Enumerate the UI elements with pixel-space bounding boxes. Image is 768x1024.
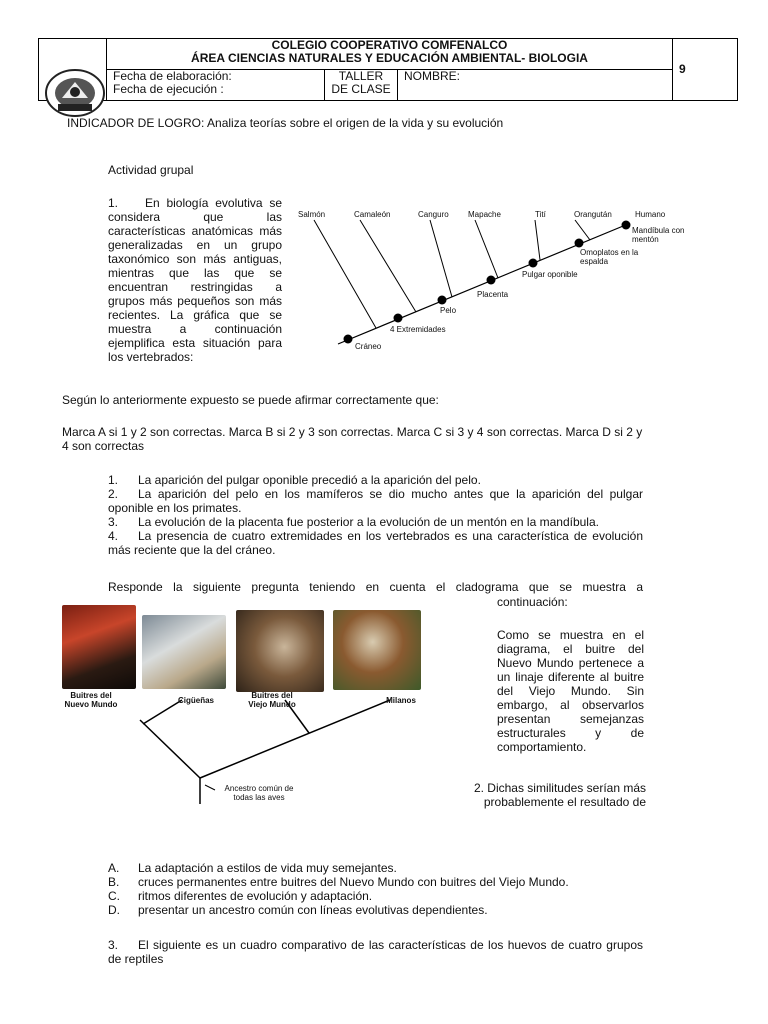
taxon-titi: Tití bbox=[535, 210, 546, 219]
statement-4 bbox=[108, 529, 643, 557]
branch-titi bbox=[535, 220, 540, 260]
node-pelo bbox=[438, 296, 447, 305]
vertebrate-cladogram bbox=[290, 200, 710, 360]
statement-2-number: 2. bbox=[108, 487, 119, 501]
option-a-text: La adaptación a estilos de vida muy semejantes. bbox=[138, 861, 397, 875]
q3-text: El siguiente es un cuadro comparativo de las características de los huevos de cuatro grupos de reptiles bbox=[108, 938, 643, 966]
option-d-letter: D. bbox=[108, 903, 120, 917]
branch-camaleon bbox=[360, 220, 416, 312]
option-d-text: presentar un ancestro común con líneas evolutivas dependientes. bbox=[138, 903, 488, 917]
option-c-letter: C. bbox=[108, 889, 120, 903]
statement-2-text: La aparición del pelo en los mamíferos se dio mucho antes que la aparición del pulgar oponible en los primates. bbox=[108, 487, 643, 515]
new-world-vulture-image bbox=[62, 605, 136, 689]
option-a bbox=[108, 861, 668, 875]
header-table bbox=[38, 38, 738, 101]
q3-number: 3. bbox=[108, 938, 119, 952]
node-pulgar bbox=[529, 259, 538, 268]
branch-orangutan bbox=[575, 220, 590, 240]
nombre-label: NOMBRE: bbox=[404, 69, 461, 83]
taxon-canguro: Canguro bbox=[418, 210, 449, 219]
statement-3-text: La evolución de la placenta fue posterior a la evolución de un mentón en la mandíbula. bbox=[138, 515, 599, 529]
actividad-label: Actividad grupal bbox=[108, 163, 194, 177]
old-world-vulture-image bbox=[236, 610, 324, 692]
responde-text-a: Responde la siguiente pregunta teniendo en cuenta el cladograma que se muestra a bbox=[108, 580, 643, 594]
option-c bbox=[108, 889, 668, 903]
statement-3 bbox=[108, 515, 643, 529]
option-b bbox=[108, 875, 668, 889]
trait-menton: Mandíbula con mentón bbox=[632, 226, 685, 244]
school-logo bbox=[44, 68, 106, 118]
option-b-text: cruces permanentes entre buitres del Nuevo Mundo con buitres del Viejo Mundo. bbox=[138, 875, 569, 889]
taxon-orangutan: Orangután bbox=[574, 210, 612, 219]
stork-image bbox=[142, 615, 226, 689]
node-craneo bbox=[344, 335, 353, 344]
taxon-mapache: Mapache bbox=[468, 210, 501, 219]
statement-3-number: 3. bbox=[108, 515, 119, 529]
label-kites: Milanos bbox=[386, 696, 416, 705]
label-new-world-vultures: Buitres del Nuevo Mundo bbox=[64, 691, 118, 709]
label-common-ancestor: Ancestro común de todas las aves bbox=[224, 784, 294, 802]
statement-4-number: 4. bbox=[108, 529, 119, 543]
clado2-left-outer bbox=[140, 720, 200, 778]
clado2-right-main bbox=[200, 700, 390, 778]
branch-canguro bbox=[430, 220, 452, 297]
statement-1-number: 1. bbox=[108, 473, 119, 487]
options-list bbox=[108, 861, 668, 917]
area-name: ÁREA CIENCIAS NATURALES Y EDUCACIÓN AMBIENTAL- BIOLOGIA bbox=[191, 51, 588, 65]
branch-salmon bbox=[314, 220, 376, 328]
statement-2 bbox=[108, 487, 643, 515]
option-b-letter: B. bbox=[108, 875, 120, 889]
clase-label: DE CLASE bbox=[331, 82, 391, 96]
statement-1 bbox=[108, 473, 643, 487]
statements-list bbox=[108, 473, 643, 557]
taller-label: TALLER bbox=[338, 69, 384, 83]
marca-instructions: Marca A si 1 y 2 son correctas. Marca B si 2 y 3 son correctas. Marca C si 3 y 4 son correctas. Marca D si 2 y 4 son correctas bbox=[62, 425, 643, 453]
ancestor-pointer bbox=[205, 785, 215, 790]
cladogram-main-line bbox=[338, 224, 628, 344]
option-a-letter: A. bbox=[108, 861, 120, 875]
school-name: COLEGIO COOPERATIVO COMFENALCO bbox=[271, 38, 508, 52]
fecha-ejecucion: Fecha de ejecución : bbox=[113, 82, 224, 96]
statement-1-text: La aparición del pulgar oponible precedió a la aparición del pelo. bbox=[138, 473, 481, 487]
node-placenta bbox=[487, 276, 496, 285]
q1-number: 1. bbox=[108, 196, 119, 210]
branch-mapache bbox=[475, 220, 498, 278]
dates-cell bbox=[107, 70, 325, 101]
taxon-salmon: Salmón bbox=[298, 210, 326, 219]
question-1 bbox=[108, 196, 282, 364]
segun-text: Según lo anteriormente expuesto se puede afirmar correctamente que: bbox=[62, 393, 439, 407]
responde-text-b: continuación: bbox=[497, 595, 568, 609]
taller-cell bbox=[325, 70, 398, 101]
trait-pelo: Pelo bbox=[440, 306, 457, 315]
statement-4-text: La presencia de cuatro extremidades en los vertebrados es una característica de evolución más reciente que la del cráneo. bbox=[108, 529, 643, 557]
trait-pulgar: Pulgar oponible bbox=[522, 270, 578, 279]
node-menton bbox=[622, 221, 631, 230]
indicador-logro: INDICADOR DE LOGRO: Analiza teorías sobre el origen de la vida y su evolución bbox=[67, 116, 504, 130]
trait-extremidades: 4 Extremidades bbox=[390, 325, 446, 334]
nombre-cell bbox=[398, 70, 673, 101]
question-2: 2. Dichas similitudes serían más probablemente el resultado de bbox=[473, 781, 646, 809]
fecha-elaboracion: Fecha de elaboración: bbox=[113, 69, 232, 83]
label-old-world-vultures: Buitres del Viejo Mundo bbox=[248, 691, 296, 709]
option-d bbox=[108, 903, 668, 917]
taxon-camaleon: Camaleón bbox=[354, 210, 391, 219]
trait-omoplatos: Omoplatos en la espalda bbox=[580, 248, 639, 266]
question-3 bbox=[108, 938, 643, 966]
kite-image bbox=[333, 610, 421, 690]
trait-placenta: Placenta bbox=[477, 290, 509, 299]
taxon-humano: Humano bbox=[635, 210, 666, 219]
label-storks: Cigüeñas bbox=[177, 696, 214, 705]
q1-text: En biología evolutiva se considera que las características anatómicas más generalizadas en un grupo taxonómico son más antiguas, mientras que las que se encuentran restringidas a grupos más pequeños son más recientes. La gráfica que se muestra a continuación ejemplifica esta situación para los vertebrados: bbox=[108, 196, 283, 364]
page-number: 9 bbox=[673, 39, 738, 101]
trait-craneo: Cráneo bbox=[355, 342, 382, 351]
option-c-text: ritmos diferentes de evolución y adaptación. bbox=[138, 889, 373, 903]
node-extremidades bbox=[394, 314, 403, 323]
side-description: Como se muestra en el diagrama, el buitre del Nuevo Mundo pertenece a un linaje diferente al buitre del Viejo Mundo. Sin embargo, al observarlos presentan semejanzas estructurales y de comportamiento. bbox=[497, 628, 644, 754]
node-omoplatos bbox=[575, 239, 584, 248]
header-title-cell bbox=[107, 39, 673, 70]
